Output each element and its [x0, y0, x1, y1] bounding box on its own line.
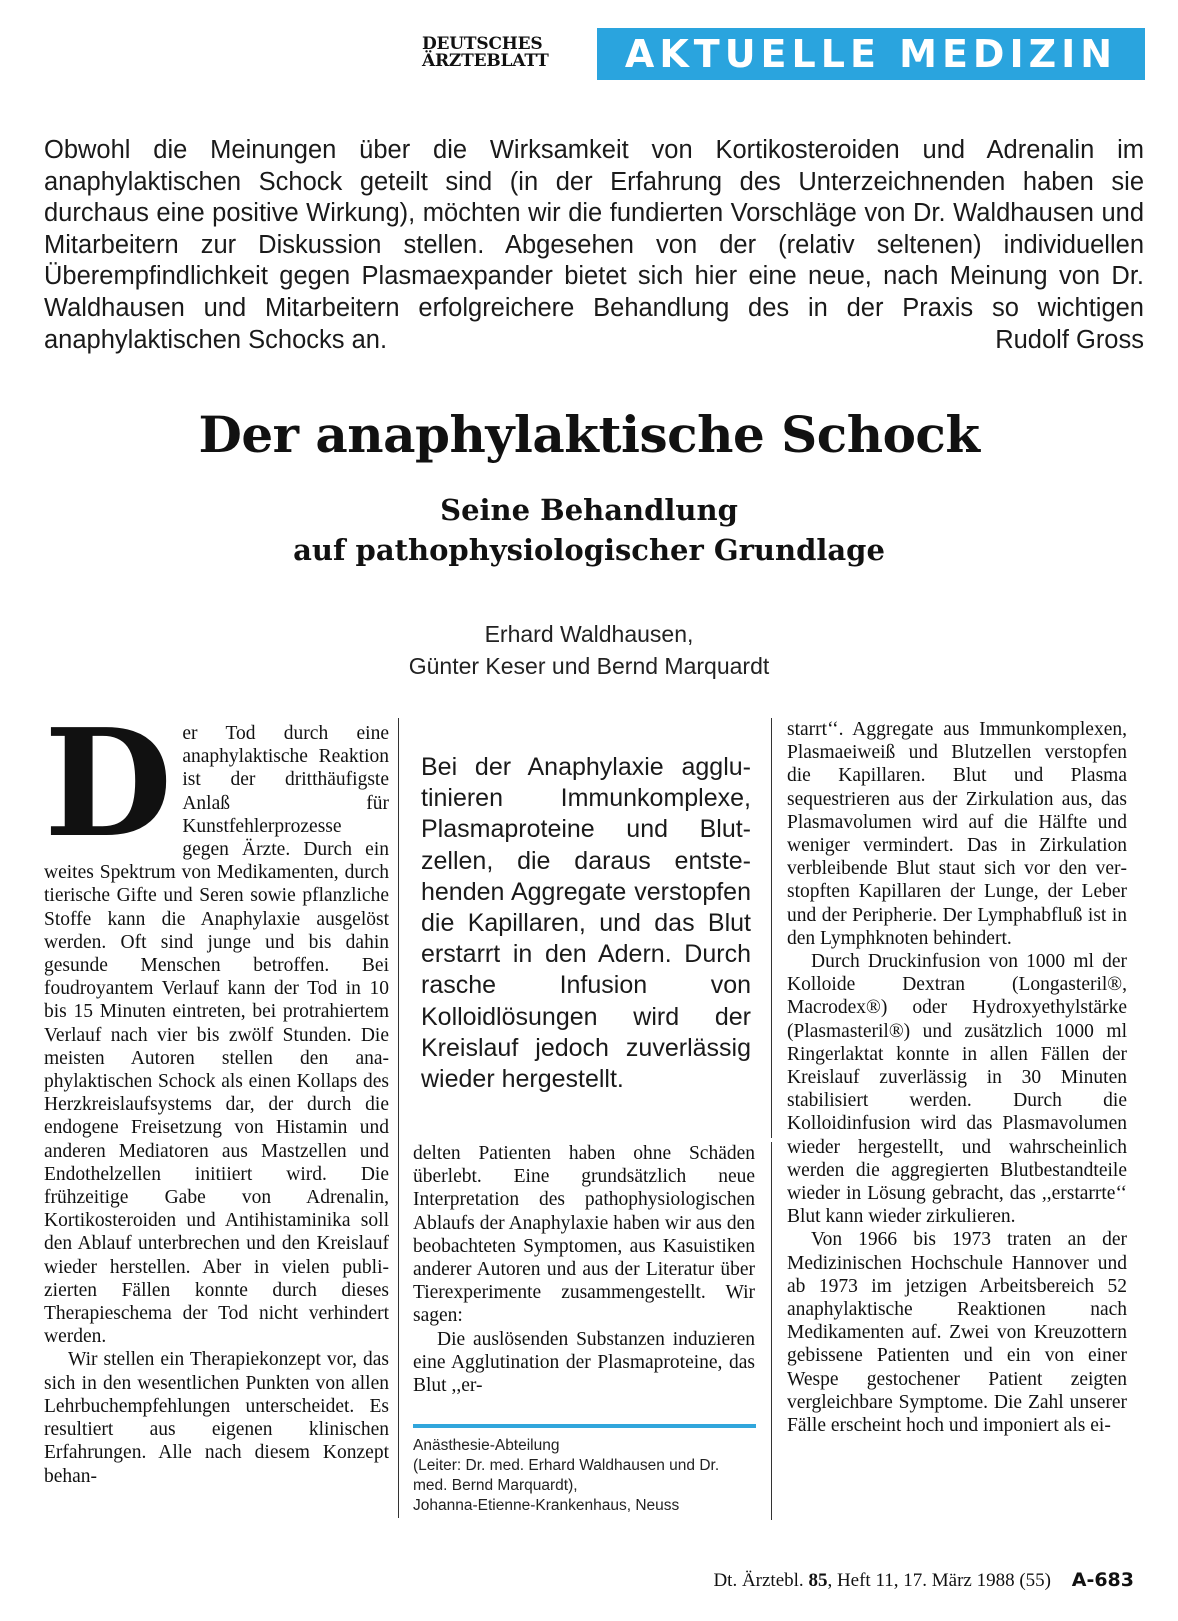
- column3-paragraph-1: starrt‘‘. Aggregate aus Immunkomplexen, Plasmaeiweiß und Blutzellen verstopfen die Kapillaren. Blut und Plasma sequestrieren aus der Zirkulation aus, das Plasmavolumen wird auf die Hälfte und weniger vermindert. Das in Zirkulation verbleibende Blut staut sich vor den verstopften Kapillaren der Lunge, der Leber und der Peripherie. Der Lymphabfluß ist in den Lymphknoten behindert.: [787, 719, 1127, 949]
- affiliation-rule: [413, 1424, 756, 1428]
- article-title: Der anaphylaktische Schock: [198, 405, 980, 464]
- authors-line-2: Günter Keser und Bernd Marquardt: [408, 653, 770, 679]
- drop-cap: D: [44, 696, 173, 870]
- column-divider-2: [771, 718, 772, 1138]
- column-divider-1: [398, 718, 399, 1518]
- column2-paragraph-1: delten Patienten haben ohne Schäden überlebt. Eine grundsätzlich neue Interpretation des pathophysiologischen Ablaufs der Anaphylaxie haben wir aus den beobachteten Symptomen, aus Kasuistiken anderer Autoren und aus der Literatur über Tierexperimente zusammengestellt. Wir sagen:: [413, 1143, 755, 1327]
- author-affiliation: [413, 1436, 756, 1516]
- body-column-2: [413, 1142, 755, 1397]
- pull-quote: Bei der Anaphylaxie agglutinieren Immunkomplexe, Plasmaproteine und Blutzellen, die daraus entstehenden Aggregate verstopfen die Kapillaren, und das Blut erstarrt in den Adern. Durch rasche Infusion von Kolloidlösungen wird der Kreislauf jedoch zuverlässig wieder hergestellt.: [421, 753, 751, 1094]
- subtitle-line-1: Seine Behandlung: [440, 493, 738, 527]
- column1-paragraph-1: er Tod durch eine anaphylaktische Reaktion ist der dritthäufigste Anlaß für Kunstfehlerprozesse gegen Ärzte. Durch ein weites Spektrum von Medikamenten, durch tierische Gifte und Seren sowie pflanzliche Stoffe kann die Anaphylaxie ausgelöst werden. Oft sind junge und bis dahin gesunde Menschen betroffen. Bei foudroyantem Verlauf kann der Tod in 10 bis 15 Minuten eintreten, bei protrahiertem Verlauf nach vier bis zwölf Stunden. Die meisten Autoren stellen den anaphylaktischen Schock als einen Kollaps des Herzkreislaufsystems dar, der durch die endogene Freisetzung von Histamin und anderen Mediatoren aus Mastzellen und Endothelzellen initiiert wird. Die frühzeitige Gabe von Adrenalin, Kortikosteroiden und Antihistaminika soll den Ablauf unterbrechen und den Kreislauf wieder herstellen. Aber in vielen publizierten Fällen konnte durch dieses Therapieschema der Tod nicht verhindert werden.: [44, 723, 389, 1348]
- body-column-3: [787, 718, 1127, 1437]
- affiliation-line-3: Johanna-Etienne-Krankenhaus, Neuss: [413, 1497, 680, 1514]
- column2-paragraph-2: Die auslösenden Substanzen induzieren eine Agglutination der Plasmaproteine, das Blut ,,er-: [413, 1328, 755, 1397]
- footer-journal: Dt. Ärztebl.: [713, 1570, 804, 1591]
- footer-issue: , Heft 11, 17. März 1988 (55): [827, 1570, 1051, 1591]
- column1-paragraph-2: Wir stellen ein Therapiekonzept vor, das sich in den wesentlichen Punkten von allen Lehrbuchempfehlungen unterscheidet. Es resultiert aus eigenen klinischen Erfahrungen. Alle nach diesem Konzept behan-: [44, 1349, 389, 1487]
- journal-logo: [422, 36, 592, 70]
- subtitle-line-2: auf pathophysiologischer Grundlage: [293, 533, 885, 567]
- column3-paragraph-3: Von 1966 bis 1973 traten an der Medizinischen Hochschule Hannover und ab 1973 im jetzigen Arbeitsbereich 52 anaphylaktische Reaktionen nach Medikamenten auf. Zwei von Kreuzottern gebissene Patienten und ein von einer Wespe gestochener Patient zeigten vergleichbare Symptome. Die Zahl unserer Fälle erscheint hoch und imponiert als ei-: [787, 1229, 1127, 1437]
- column-divider-2-lower: [771, 1142, 772, 1520]
- editorial-intro: [44, 135, 1144, 356]
- logo-line-2: ÄRZTEBLATT: [422, 51, 549, 71]
- section-banner: AKTUELLE MEDIZIN: [597, 28, 1145, 80]
- column3-paragraph-2: Durch Druckinfusion von 1000 ml der Kolloide Dextran (Longasteril®, Macrodex®) oder Hydroxyethylstärke (Plasmasteril®) und zusätzlich 1000 ml Ringerlaktat konnte in allen Fällen der Kreislauf zuverlässig in 30 Minuten stabilisiert werden. Durch die Kolloidinfusion wird das Plasmavolumen wieder hergestellt, und wahrscheinlich werden die aggregierten Blutbestandteile wieder in Lösung gebracht, das ,,erstarrte‘‘ Blut kann wieder zirkulieren.: [787, 951, 1127, 1228]
- affiliation-line-2: (Leiter: Dr. med. Erhard Waldhausen und Dr. med. Bernd Marquardt),: [413, 1457, 720, 1494]
- body-column-1: [44, 696, 389, 1488]
- footer-volume: 85: [808, 1570, 828, 1591]
- logo-line-1: DEUTSCHES: [422, 34, 543, 54]
- authors-line-1: Erhard Waldhausen,: [484, 621, 694, 647]
- page-number: A-683: [1071, 1569, 1134, 1591]
- article-subtitle: [0, 490, 1178, 570]
- affiliation-line-1: Anästhesie-Abteilung: [413, 1437, 560, 1454]
- article-authors: [0, 618, 1178, 682]
- intro-signature: Rudolf Gross: [995, 325, 1144, 354]
- intro-text: Obwohl die Meinungen über die Wirksamkeit von Kortikosteroiden und Adrenalin im anaphylaktischen Schock geteilt sind (in der Erfahrung des Unterzeichnenden haben sie durchaus eine positive Wirkung), möchten wir die fundierten Vorschläge von Dr. Waldhausen und Mitarbeitern zur Diskussion stellen. Abgesehen von der (relativ seltenen) individuellen Überempfindlichkeit gegen Plasmaexpander bietet sich hier eine neue, nach Meinung von Dr. Waldhausen und Mitarbeitern erfolgreichere Behandlung des in der Praxis so wichtigen anaphylaktischen Schocks an.: [44, 136, 1144, 354]
- page-footer: [713, 1568, 1134, 1593]
